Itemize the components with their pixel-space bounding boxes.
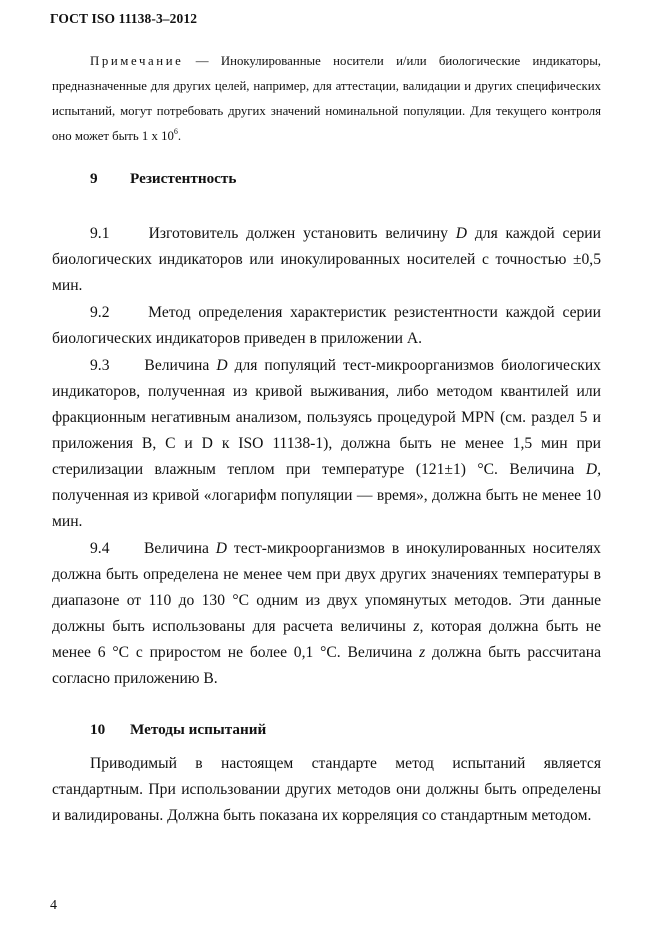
clause-number: 9.2 — [90, 304, 110, 321]
note-label: Примечание — [90, 54, 184, 68]
clause-9-4: 9.4 Величина D тест-микроорганизмов в инокулированных носителях должна быть определена не менее чем при двух других значениях температуры в диапазоне от 110 до 130 °С одним из двух упомянутых методов. Эти данные должны быть использованы для расчета величины z, которая должна быть не менее 6 °С с приростом не более 0,1 °С. Величина z должна быть рассчитана согласно приложению В. — [52, 540, 601, 687]
section-10-title: Методы испытаний — [130, 721, 267, 738]
section-9-number: 9 — [90, 170, 98, 187]
section-9-body — [52, 221, 601, 692]
section-9-title: Резистентность — [130, 170, 237, 187]
section-10-heading — [90, 721, 266, 739]
section-10-body — [52, 751, 601, 829]
section-10-paragraph: Приводимый в настоящем стандарте метод испытаний является стандартным. При использовании других методов они должны быть определены и валидированы. Должна быть показана их корреляция со стандартным методом. — [52, 755, 601, 824]
clause-9-2: 9.2 Метод определения характеристик резистентности каждой серии биологических индикаторов приведен в приложении А. — [52, 304, 601, 347]
page-number: 4 — [50, 898, 57, 913]
clause-9-3: 9.3 Величина D для популяций тест-микроорганизмов биологических индикаторов, полученная из кривой выживания, либо методом квантилей или фракционным негативным анализом, пользуясь процедурой MPN (см. раздел 5 и приложения B, C и D к ISO 11138-1), должна быть не менее 1,5 мин при стерилизации влажным теплом при температуре (121±1) °С. Величина D, полученная из кривой «логарифм популяции — время», должна быть не менее 10 мин. — [52, 357, 601, 530]
clause-number: 9.3 — [90, 357, 110, 374]
document-header: ГОСТ ISO 11138-3–2012 — [50, 11, 198, 26]
note-tail: . — [177, 129, 182, 143]
section-10-number: 10 — [90, 721, 106, 738]
section-9-heading — [90, 170, 236, 188]
note-block — [52, 49, 601, 149]
note-exponent: 6 — [173, 127, 178, 136]
note-text: Инокулированные носители и/или биологические индикаторы, предназначенные для других целей, например, для аттестации, валидации и других специфических испытаний, могут потребовать других значений номинальной популяции. Для текущего контроля оно может быть 1 х 10 — [52, 54, 601, 143]
clause-number: 9.4 — [90, 540, 110, 557]
note-dash: — — [183, 54, 221, 68]
note-paragraph — [52, 49, 601, 149]
clause-number: 9.1 — [90, 225, 110, 242]
clause-9-1: 9.1 Изготовитель должен установить величину D для каждой серии биологических индикаторов или инокулированных носителей с точностью ±0,5 мин. — [52, 225, 601, 294]
